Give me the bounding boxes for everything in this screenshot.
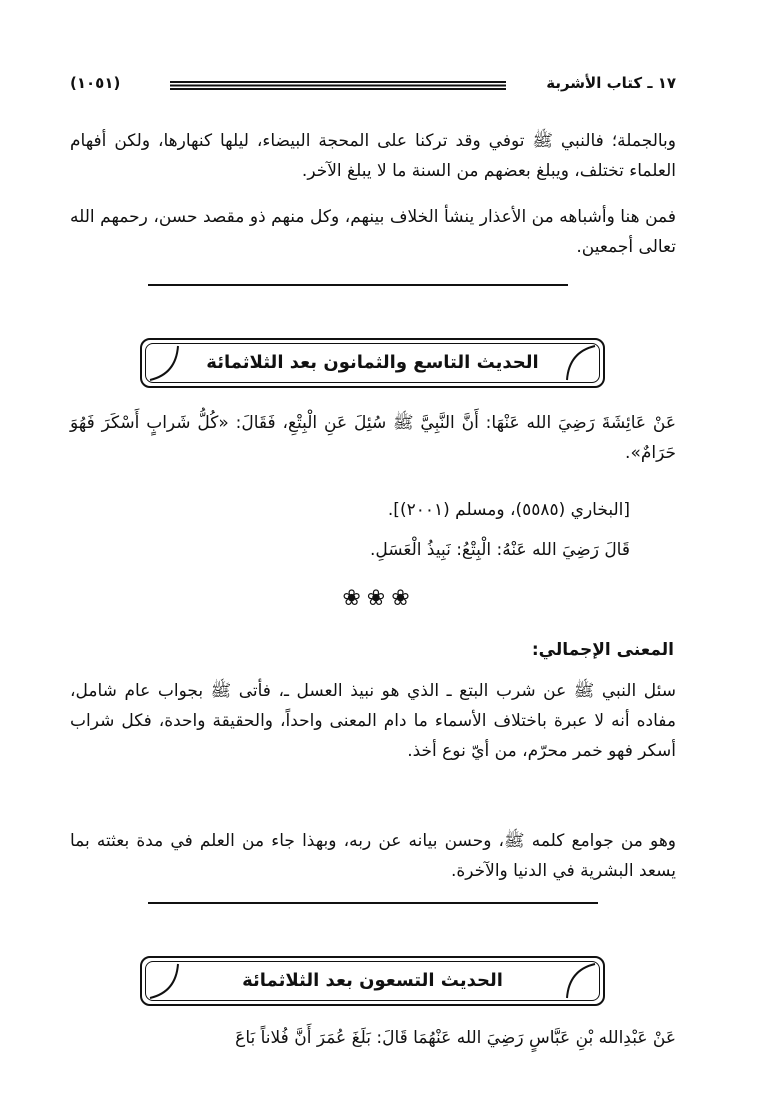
intro-paragraph-2: فمن هنا وأشباهه من الأعذار ينشأ الخلاف بينهم، وكل منهم ذو مقصد حسن، رحمهم الله تعالى أجمعين. [70, 207, 676, 257]
meaning-paragraph-2: وهو من جوامع كلمه ﷺ، وحسن بيانه عن ربه، وبهذا جاء من العلم في مدة بعثته بما يسعد البشرية في الدنيا والآخرة. [70, 831, 676, 881]
hadith-389-source: [البخاري (٥٥٨٥)، ومسلم (٢٠٠١)]. [387, 500, 630, 520]
meaning-heading: المعنى الإجمالي: [531, 640, 674, 660]
hadith-390-title-box [140, 956, 605, 1006]
hadith-389-title-box [140, 338, 605, 388]
running-header [70, 74, 676, 96]
chapter-title: ١٧ ـ كتاب الأشربة [546, 74, 676, 92]
page-number: (١٠٥١) [70, 74, 121, 92]
stars-ornament: ❀❀❀ [342, 586, 416, 611]
hadith-389-note: قَالَ رَضِيَ الله عَنْهُ: الْبِتْعُ: نَبِيذُ الْعَسَلِ. [369, 540, 630, 560]
hadith-389-title: الحديث التاسع والثمانون بعد الثلاثمائة [206, 352, 539, 373]
hadith-390-title: الحديث التسعون بعد الثلاثمائة [242, 970, 503, 991]
meaning-paragraph-1: سئل النبي ﷺ عن شرب البتع ـ الذي هو نبيذ العسل ـ، فأتى ﷺ بجواب عام شامل، مفاده أنه لا عبرة باختلاف الأسماء ما دام المعنى واحداً، والحقيقة واحدة، فكل شراب أسكر فهو خمر محرّم، من أيّ نوع أخذ. [70, 681, 676, 761]
intro-paragraph-1: وبالجملة؛ فالنبي ﷺ توفي وقد تركنا على المحجة البيضاء، ليلها كنهارها، ولكن أفهام العلماء تختلف، ويبلغ بعضهم من السنة ما لا يبلغ الآخر. [70, 131, 676, 181]
header-rule [170, 81, 506, 90]
section-divider [148, 284, 568, 286]
hadith-390-text: عَنْ عَبْدِالله بْنِ عَبَّاسٍ رَضِيَ الله عَنْهُمَا قَالَ: بَلَغَ عُمَرَ أَنَّ فُلاناً بَاعَ [235, 1028, 676, 1048]
hadith-389-text: عَنْ عَائِشَةَ رَضِيَ الله عَنْهَا: أَنَّ النَّبِيَّ ﷺ سُئِلَ عَنِ الْبِتْعِ، فَقَالَ: «كُلُّ شَرابٍ أَسْكَرَ فَهُوَ حَرَامٌ». [70, 413, 676, 463]
section-divider-2 [148, 902, 598, 904]
